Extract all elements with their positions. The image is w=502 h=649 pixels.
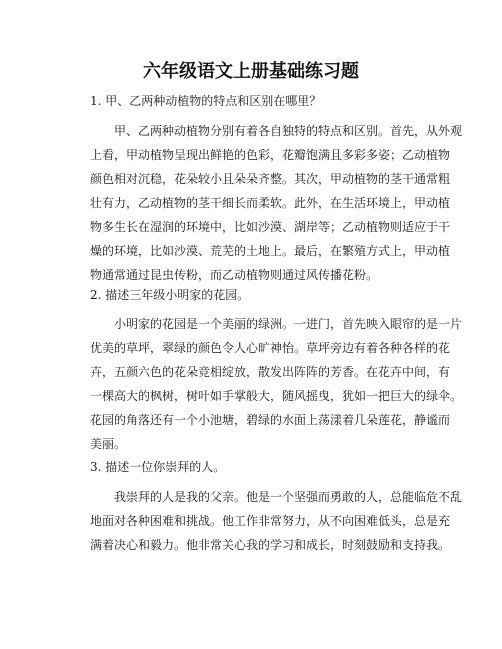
answer-1-line: 上看，甲动植物呈现出鲜艳的色彩，花瓣饱满且多彩多姿；乙动植物 [90,148,451,162]
answer-2-line: 一棵高大的枫树，树叶如手掌般大，随风摇曳，犹如一把巨大的绿伞。 [90,389,463,403]
question-3-heading: 3. 描述一位你崇拜的人。 [90,460,226,474]
answer-1-line: 物多生长在湿润的环境中，比如沙漠、湖岸等；乙动植物则适应于干 [90,220,451,234]
answer-2-line: 花园的角落还有一个小池塘，碧绿的水面上荡漾着几朵莲花，静谧而 [90,413,451,427]
answer-2-line: 美丽。 [90,437,127,451]
question-2-heading: 2. 描述三年级小明家的花园。 [90,288,250,302]
answer-2-line: 小明家的花园是一个美丽的绿洲。一进门，首先映入眼帘的是一片 [114,317,463,331]
answer-3-line: 我崇拜的人是我的父亲。他是一个坚强而勇敢的人，总能临危不乱 [114,490,463,504]
answer-1-line: 物通常通过昆虫传粉，而乙动植物则通过风传播花粉。 [90,268,379,282]
answer-2-line: 卉，五颜六色的花朵竞相绽放，散发出阵阵的芳香。在花卉中间，有 [90,365,451,379]
answer-3-line: 地面对各种困难和挑战。他工作非常努力，从不向困难低头，总是充 [90,514,451,528]
answer-1-line: 壮有力，乙动植物的茎干细长而柔软。此外，在生活环境上，甲动植 [90,196,451,210]
answer-2-paragraph [90,312,463,456]
document-title: 六年级语文上册基础练习题 [143,61,359,82]
answer-1-line: 燥的环境，比如沙漠、荒芜的土地上。最后，在繁殖方式上，甲动植 [90,244,451,258]
answer-2-line: 优美的草坪，翠绿的颜色令人心旷神怡。草坪旁边有着各种各样的花 [90,341,451,355]
answer-1-line: 颜色相对沉稳，花朵较小且朵朵齐整。其次，甲动植物的茎干通常粗 [90,172,451,186]
answer-3-line: 满着决心和毅力。他非常关心我的学习和成长，时刻鼓励和支持我。 [90,538,451,552]
answer-3-paragraph [90,485,463,557]
answer-1-paragraph [90,119,463,287]
question-1-heading: 1. 甲、乙两种动植物的特点和区别在哪里？ [90,94,322,108]
answer-1-line: 甲、乙两种动植物分别有着各自独特的特点和区别。首先，从外观 [114,124,463,138]
